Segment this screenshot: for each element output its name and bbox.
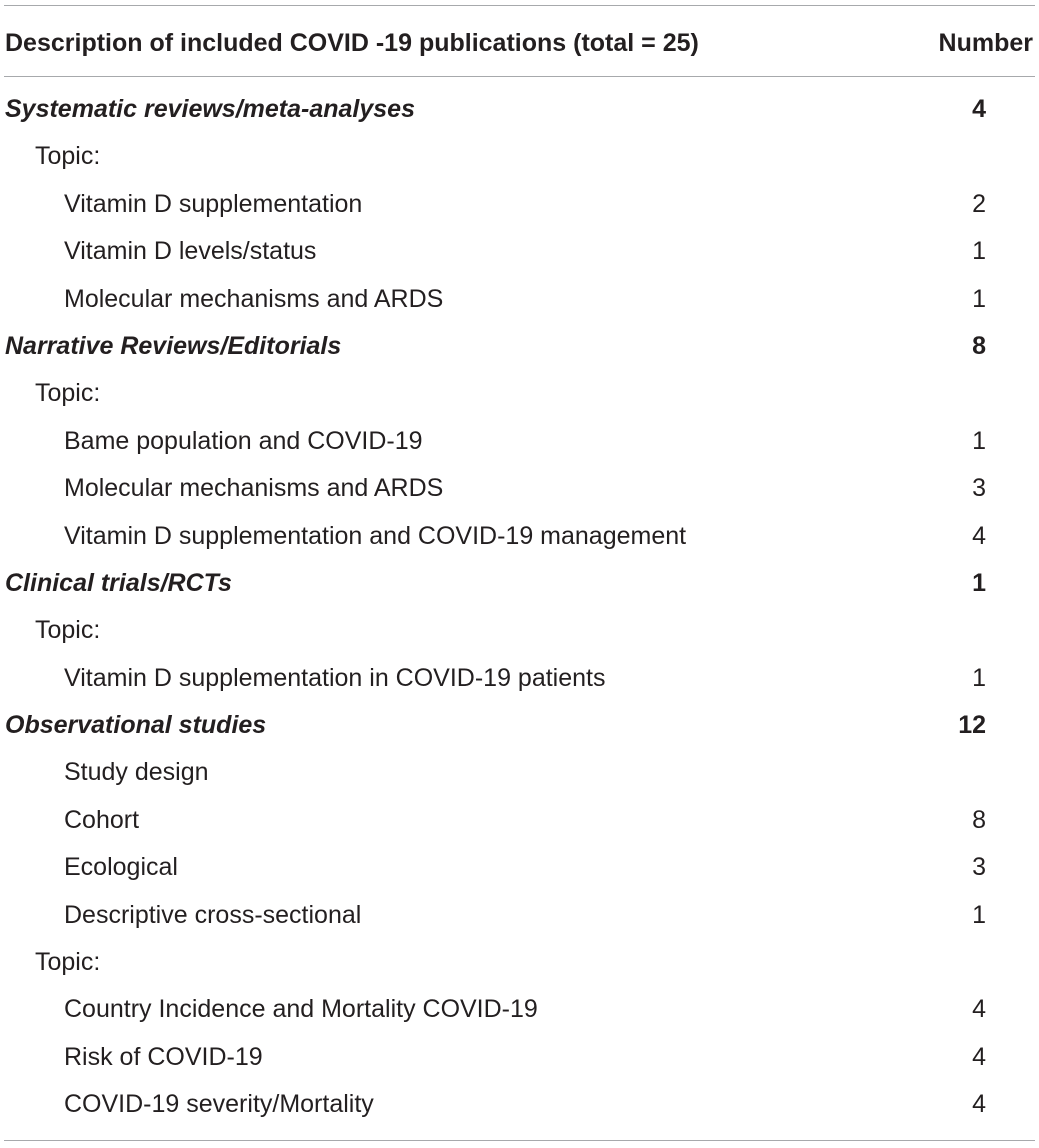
category-row	[0, 703, 1039, 750]
table-row	[0, 750, 1039, 797]
table-row	[0, 845, 1039, 892]
item-label: Vitamin D supplementation and COVID-19 management	[64, 521, 687, 550]
item-value: 1	[972, 284, 986, 313]
item-label: Molecular mechanisms and ARDS	[64, 284, 444, 313]
item-value: 1	[972, 663, 986, 692]
table-bottom-rule	[4, 1140, 1035, 1141]
item-value: 1	[972, 237, 986, 266]
table-row	[0, 1082, 1039, 1129]
header-divider-rule	[4, 76, 1035, 77]
table-row	[0, 1035, 1039, 1082]
table-row	[0, 514, 1039, 561]
item-value: 1	[972, 900, 986, 929]
item-label: Descriptive cross-sectional	[64, 900, 362, 929]
category-value: 8	[972, 331, 986, 360]
topic-label: Topic:	[35, 948, 101, 977]
category-label: Observational studies	[5, 711, 267, 740]
item-label: Country Incidence and Mortality COVID-19	[64, 995, 538, 1024]
table-row	[0, 656, 1039, 703]
item-value: 4	[972, 1090, 986, 1119]
topic-row	[0, 608, 1039, 655]
table-row	[0, 182, 1039, 229]
category-value: 4	[972, 95, 986, 123]
topic-row	[0, 134, 1039, 181]
item-label: Molecular mechanisms and ARDS	[64, 474, 444, 503]
category-label: Clinical trials/RCTs	[5, 568, 232, 597]
category-value: 12	[958, 711, 986, 740]
table-header	[0, 5, 1039, 76]
category-label: Systematic reviews/meta-analyses	[5, 95, 415, 123]
topic-label: Topic:	[35, 142, 101, 171]
table-body	[0, 87, 1039, 1130]
topic-label: Topic:	[35, 379, 101, 408]
item-label: Study design	[64, 758, 209, 787]
item-label: Vitamin D supplementation in COVID-19 patients	[64, 663, 606, 692]
item-value: 4	[972, 521, 986, 550]
item-label: COVID-19 severity/Mortality	[64, 1090, 374, 1119]
topic-label: Topic:	[35, 616, 101, 645]
category-label: Narrative Reviews/Editorials	[5, 331, 342, 360]
item-value: 3	[972, 853, 986, 882]
item-value: 4	[972, 1042, 986, 1071]
item-value: 3	[972, 474, 986, 503]
table-row	[0, 277, 1039, 324]
table-row	[0, 229, 1039, 276]
item-label: Vitamin D supplementation	[64, 189, 363, 218]
category-row	[0, 561, 1039, 608]
table-row	[0, 419, 1039, 466]
table-row	[0, 798, 1039, 845]
item-value: 1	[972, 426, 986, 455]
table-row	[0, 466, 1039, 513]
header-number: Number	[938, 29, 1033, 57]
topic-row	[0, 371, 1039, 418]
item-label: Ecological	[64, 853, 178, 882]
item-value: 8	[972, 805, 986, 834]
topic-row	[0, 940, 1039, 987]
item-value: 2	[972, 189, 986, 218]
item-label: Cohort	[64, 805, 140, 834]
category-value: 1	[972, 568, 986, 597]
item-value: 4	[972, 995, 986, 1024]
category-row	[0, 324, 1039, 371]
category-row	[0, 87, 1039, 134]
table-row	[0, 893, 1039, 940]
header-description: Description of included COVID -19 publications (total = 25)	[5, 29, 699, 57]
item-label: Risk of COVID-19	[64, 1042, 263, 1071]
table-row	[0, 987, 1039, 1034]
item-label: Bame population and COVID-19	[64, 426, 423, 455]
item-label: Vitamin D levels/status	[64, 237, 317, 266]
